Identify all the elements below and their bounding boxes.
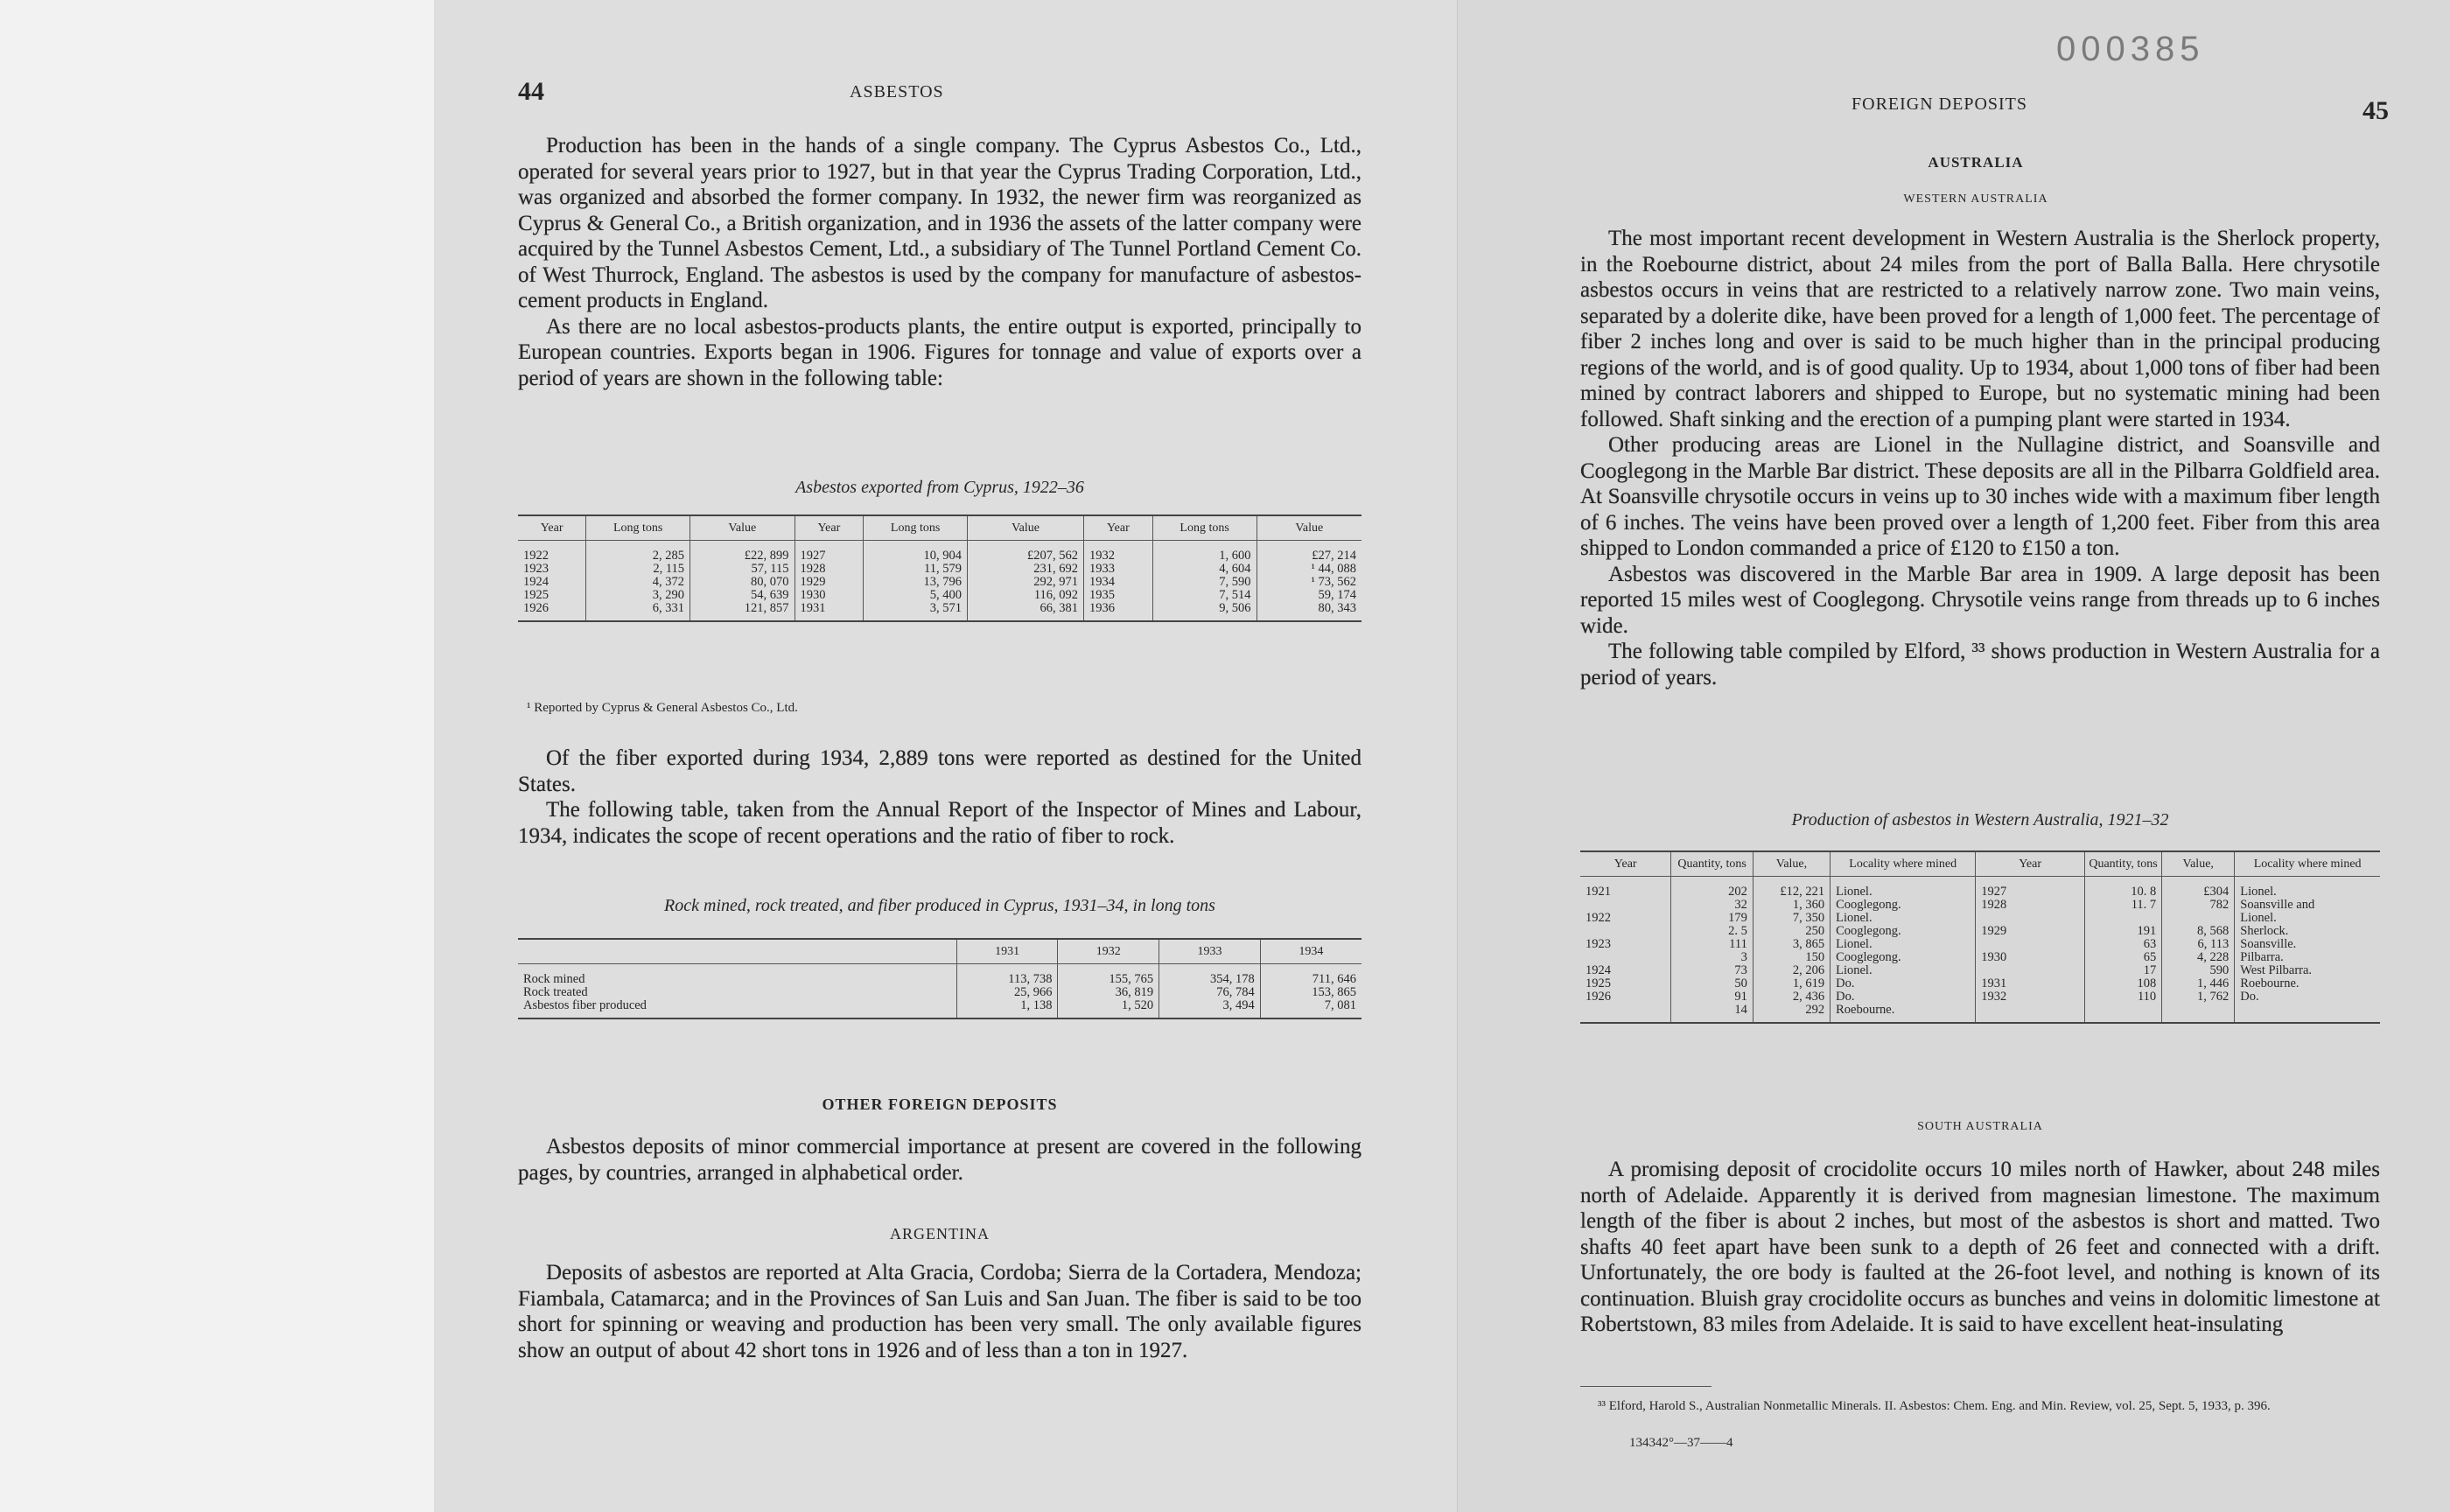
table-cell: 65 [2084,951,2161,964]
table-cell: 179 [1671,912,1753,925]
wa-production-table [1580,850,2380,1024]
column-header: Value [1256,516,1362,541]
table-cell: Lionel. [2240,885,2277,899]
table-cell: 1925 [1580,977,1671,990]
table-cell: 2, 206 [1753,964,1830,977]
column-header: Quantity, tons [1671,852,1753,877]
table-cell: 108 [2084,977,2161,990]
right-page [1458,0,2450,1512]
table-cell [2084,912,2161,925]
column-header: Value [690,516,794,541]
table-cell: £12, 221 [1753,877,1830,900]
table-cell: ¹ 44, 088 [1311,562,1356,576]
table-cell: 1928 [794,563,864,576]
table-cell: 3, 865 [1753,938,1830,951]
table-cell: 32 [1671,899,1753,912]
page-number: 44 [518,77,544,106]
table-cell: 10, 904 [864,541,968,564]
table-cell: 1935 [1084,589,1153,602]
table-cell: 711, 646 [1312,972,1356,986]
table-cell: 153, 865 [1312,985,1356,999]
table-cell: 1, 619 [1753,977,1830,990]
table-cell: 13, 796 [864,576,968,589]
paragraph: Deposits of asbestos are reported at Alta Gracia, Cordoba; Sierra de la Cortadera, Mendoza; Fiambala, Catamarca; and in the Provinces of San Luis and San Juan. The fiber is said to be too short for spinning or weaving and production has been very small. The only available figures show an output of about 42 short tons in 1926 and of less than a ton in 1927. [518,1261,1362,1362]
table-cell: 292, 971 [967,576,1083,589]
print-code: 134342°—37——4 [1629,1436,1733,1450]
table-cell: 1927 [794,541,864,564]
table-cell: 292 [1753,1004,1830,1022]
table-cell: 3 [1671,951,1753,964]
table-cell: 57, 115 [690,563,794,576]
table-cell [2162,912,2235,925]
running-head: FOREIGN DEPOSITS [1852,94,2028,114]
table-cell: 3, 290 [586,589,690,602]
table-cell: 231, 692 [967,563,1083,576]
table-cell: 6, 331 [586,602,690,620]
table-row [1580,977,2380,990]
column-header: Long tons [1152,516,1256,541]
table-cell: 3, 494 [1159,999,1261,1018]
table-cell: 7, 081 [1324,998,1356,1012]
column-header: Value, [1753,852,1830,877]
table-cell: 1, 138 [956,999,1058,1018]
table-cell [1580,899,1671,912]
table-cell: 1, 360 [1753,899,1830,912]
column-header [518,940,956,964]
table-cell: Do. [2240,990,2259,1004]
table-cell: £27, 214 [1312,549,1356,563]
table-row [1580,990,2380,1004]
table-cell: 4, 604 [1152,563,1256,576]
section-heading: ARGENTINA [890,1225,990,1242]
table-cell: 1929 [794,576,864,589]
table-cell: 1926 [518,602,586,620]
table-cell: 2. 5 [1671,925,1753,938]
column-header: Year [518,516,586,541]
table-cell: 1930 [1976,951,2085,964]
table-cell [1976,964,2085,977]
table-cell: 25, 966 [956,986,1058,999]
table-cell: 1931 [1976,977,2085,990]
table-cell: 54, 639 [690,589,794,602]
table-cell: 3, 571 [864,602,968,620]
table-cell: 2, 285 [586,541,690,564]
table-cell: 2, 115 [586,563,690,576]
paragraph: Of the fiber exported during 1934, 2,889 tons were reported as destined for the United States. [518,746,1362,796]
paragraph: Production has been in the hands of a single company. The Cyprus Asbestos Co., Ltd., operated for several years prior to 1927, but in that year the Cyprus Trading Corporation, Ltd., was organized and absorbed the former company. In 1932, the newer firm was reorganized as Cyprus & General Co., a British organization, and in 1936 the assets of the latter company were acquired by the Tunnel Asbestos Cement, Ltd., a subsidiary of The Tunnel Portland Cement Co. of West Thurrock, England. The asbestos is used by the company for manufacture of asbestos-cement products in England. [518,134,1362,312]
table-cell: 191 [2084,925,2161,938]
left-page [434,0,1458,1512]
table-cell: 1923 [518,563,586,576]
table-cell [1580,925,1671,938]
table-cell: Soansville and [2240,898,2315,912]
table-cell: 1931 [794,602,864,620]
table-cell: 1926 [1580,990,1671,1004]
table-cell: 111 [1671,938,1753,951]
table-cell: 1936 [1084,602,1153,620]
table-cell: 1921 [1580,877,1671,900]
table-cell: Do. [1830,977,1976,990]
table-cell: 7, 350 [1753,912,1830,925]
table-cell: 11, 579 [864,563,968,576]
table-footnote: ¹ Reported by Cyprus & General Asbestos Co., Ltd. [527,701,798,715]
table-row [1580,938,2380,951]
page-number: 45 [2362,96,2389,125]
column-header: 1931 [956,940,1058,964]
table-cell: Sherlock. [2240,924,2289,938]
table-cell: ¹ 73, 562 [1311,575,1356,589]
table-cell: 110 [2084,990,2161,1004]
table-caption: Production of asbestos in Western Australia, 1921–32 [1791,810,2169,830]
table-row [518,576,1362,589]
footnote: ³³ Elford, Harold S., Australian Nonmetallic Minerals. II. Asbestos: Chem. Eng. and Min. Review, vol. 25, Sept. 5, 1933, p. 396. [1598,1399,2271,1413]
table-cell: 1932 [1976,990,2085,1004]
table-cell: 9, 506 [1152,602,1256,620]
table-cell [2162,1004,2235,1022]
table-cell: 10. 8 [2084,877,2161,900]
table-cell: 116, 092 [967,589,1083,602]
table-cell: Do. [1830,990,1976,1004]
column-header: Quantity, tons [2084,852,2161,877]
column-header: Long tons [586,516,690,541]
table-cell: 1, 520 [1058,999,1159,1018]
table-cell: 202 [1671,877,1753,900]
table-row [1580,1004,2380,1022]
table-cell: 590 [2162,964,2235,977]
table-row [518,602,1362,620]
table-header-row [518,516,1362,541]
table-cell: 1927 [1976,877,2085,900]
table-cell: 113, 738 [956,964,1058,987]
table-row [518,999,1362,1018]
column-header: Year [794,516,864,541]
table-row [1580,912,2380,925]
table-cell: 782 [2162,899,2235,912]
table-row [518,563,1362,576]
table-row [1580,951,2380,964]
running-head: ASBESTOS [850,82,944,102]
column-header: 1932 [1058,940,1159,964]
table-header-row [1580,852,2380,877]
paragraph: Asbestos deposits of minor commercial importance at present are covered in the following pages, by countries, arranged in alphabetical order. [518,1135,1362,1185]
sub-heading: SOUTH AUSTRALIA [1917,1120,2043,1133]
table-cell: 1, 600 [1152,541,1256,564]
table-cell: 2, 436 [1753,990,1830,1004]
table-cell: 4, 228 [2162,951,2235,964]
table-cell [1580,951,1671,964]
table-cell: 1930 [794,589,864,602]
table-header-row [518,940,1362,964]
table-cell: 11. 7 [2084,899,2161,912]
table-row [518,541,1362,564]
section-heading: OTHER FOREIGN DEPOSITS [822,1096,1058,1113]
table-cell: £304 [2162,877,2235,900]
table-cell: Pilbarra. [2240,950,2284,964]
table-cell: 50 [1671,977,1753,990]
table-cell: 80, 070 [690,576,794,589]
table-row [518,964,1362,987]
table-cell: Rock mined [518,964,956,987]
table-cell: 59, 174 [1318,588,1356,602]
table-cell: 7, 590 [1152,576,1256,589]
table-cell: Soansville. [2240,937,2297,951]
table-cell: Lionel. [1830,912,1976,925]
table-cell: West Pilbarra. [2240,963,2313,977]
rock-fiber-table [518,938,1362,1019]
table-cell: 354, 178 [1159,964,1261,987]
paragraph: A promising deposit of crocidolite occurs 10 miles north of Hawker, about 248 miles north of Adelaide. Apparently it is derived from magnesian limestone. The maximum length of the fiber is about 2 inches, but most of the asbestos is short and matted. Two shafts 40 feet apart have been sunk to a depth of 26 feet and connected with a drift. Unfortunately, the ore body is faulted at the 26-foot level, and nothing is known of its continuation. Bluish gray crocidolite occurs as bunches and veins in dolomitic limestone at Robertstown, 83 miles from Adelaide. It is said to have excellent heat-insulating [1580,1158,2380,1336]
table-cell: 14 [1671,1004,1753,1022]
table-row [518,986,1362,999]
right-text-block-2 [1580,1157,2380,1338]
table-cell: 1924 [518,576,586,589]
column-header: 1934 [1260,940,1362,964]
table-cell: Roebourne. [2240,976,2300,990]
table-cell: 7, 514 [1152,589,1256,602]
table-cell: 1, 446 [2162,977,2235,990]
table-cell: 1924 [1580,964,1671,977]
table-cell: 73 [1671,964,1753,977]
table-cell: 1923 [1580,938,1671,951]
paragraph: The following table, taken from the Annual Report of the Inspector of Mines and Labour, 1934, indicates the scope of recent operations and the ratio of fiber to rock. [518,798,1362,848]
table-row [518,589,1362,602]
table-cell: 91 [1671,990,1753,1004]
table-cell: Asbestos fiber produced [518,999,956,1018]
table-cell: Lionel. [1830,938,1976,951]
table-cell: Roebourne. [1830,1004,1976,1022]
table-cell: 150 [1753,951,1830,964]
table-cell: Cooglegong. [1830,899,1976,912]
table-caption: Asbestos exported from Cyprus, 1922–36 [795,478,1084,497]
table-cell [2084,1004,2161,1022]
column-header: Value, [2162,852,2235,877]
table-cell: 1934 [1084,576,1153,589]
table-row [1580,925,2380,938]
archive-stamp: 000385 [2056,30,2205,68]
table-cell: Lionel. [1830,964,1976,977]
paragraph: Asbestos was discovered in the Marble Bar area in 1909. A large deposit has been reported 15 miles west of Cooglegong. Chrysotile veins range from threads up to 6 inches wide. [1580,562,2380,638]
table-cell: 1933 [1084,563,1153,576]
sub-heading: WESTERN AUSTRALIA [1903,192,2048,206]
table-cell: 76, 784 [1159,986,1261,999]
right-text-block-1 [1580,226,2380,690]
left-text-block-2 [518,746,1362,849]
column-header: Year [1580,852,1671,877]
table-cell: 63 [2084,938,2161,951]
table-caption: Rock mined, rock treated, and fiber produced in Cyprus, 1931–34, in long tons [664,896,1215,915]
table-cell: 121, 857 [690,602,794,620]
table-cell: 80, 343 [1318,601,1356,615]
column-header: Long tons [864,516,968,541]
table-cell: Cooglegong. [1830,925,1976,938]
table-cell: 1, 762 [2162,990,2235,1004]
table-cell [2235,1004,2380,1022]
scanned-book-spread [434,0,2450,1512]
table-cell: 250 [1753,925,1830,938]
table-cell: 17 [2084,964,2161,977]
footnote-rule [1580,1386,1712,1387]
column-header: Locality where mined [2235,852,2380,877]
left-text-block-4 [518,1260,1362,1363]
column-header: Value [967,516,1083,541]
table-cell: 5, 400 [864,589,968,602]
table-cell: 1929 [1976,925,2085,938]
table-cell: £22, 899 [690,541,794,564]
column-header: Year [1084,516,1153,541]
table-cell: £207, 562 [967,541,1083,564]
paragraph: The following table compiled by Elford, ³³ shows production in Western Australia for a period of years. [1580,640,2380,690]
table-row [1580,899,2380,912]
table-cell: 1932 [1084,541,1153,564]
table-cell [1580,1004,1671,1022]
section-heading: AUSTRALIA [1928,154,2024,171]
table-cell: 4, 372 [586,576,690,589]
column-header: 1933 [1159,940,1261,964]
table-cell: 36, 819 [1058,986,1159,999]
table-cell: 66, 381 [967,602,1083,620]
paragraph: As there are no local asbestos-products plants, the entire output is exported, principally to European countries. Exports began in 1906. Figures for tonnage and value of exports over a period of years are shown in the following table: [518,314,1362,390]
paragraph: Other producing areas are Lionel in the Nullagine district, and Soansville and Cooglegong in the Marble Bar district. These deposits are all in the Pilbarra Goldfield area. At Soansville chrysotile occurs in veins up to 30 inches wide with a maximum fiber length of 6 inches. The veins have been proved over a length of 1,200 feet. Fiber from this area shipped to London commanded a price of £120 to £150 a ton. [1580,433,2380,560]
column-header: Year [1976,852,2085,877]
paragraph: The most important recent development in Western Australia is the Sherlock property, in the Roebourne district, about 24 miles from the port of Balla Balla. Here chrysotile asbestos occurs in veins that are restricted to a relatively narrow zone. Two main veins, separated by a dolerite dike, have been proved for a length of 1,000 feet. The percentage of fiber 2 inches long and over is said to be much higher than in the principal producing regions of the world, and is of good quality. Up to 1934, about 1,000 tons of fiber had been mined by contract laborers and shipped to Europe, but no systematic mining had been followed. Shaft sinking and the erection of a pumping plant were started in 1934. [1580,227,2380,431]
table-cell [1976,938,2085,951]
table-cell: Rock treated [518,986,956,999]
table-row [1580,877,2380,900]
table-cell: 1925 [518,589,586,602]
table-cell: Lionel. [2240,911,2277,925]
table-cell: Lionel. [1830,877,1976,900]
table-cell: 1922 [518,541,586,564]
table-cell: 155, 765 [1058,964,1159,987]
exports-table [518,514,1362,622]
table-cell: Cooglegong. [1830,951,1976,964]
table-cell: 1922 [1580,912,1671,925]
column-header: Locality where mined [1830,852,1976,877]
table-cell: 6, 113 [2162,938,2235,951]
table-cell [1976,1004,2085,1022]
left-text-block-3 [518,1134,1362,1186]
table-cell [1976,912,2085,925]
table-cell: 1928 [1976,899,2085,912]
left-text-block-1 [518,133,1362,391]
table-row [1580,964,2380,977]
table-cell: 8, 568 [2162,925,2235,938]
